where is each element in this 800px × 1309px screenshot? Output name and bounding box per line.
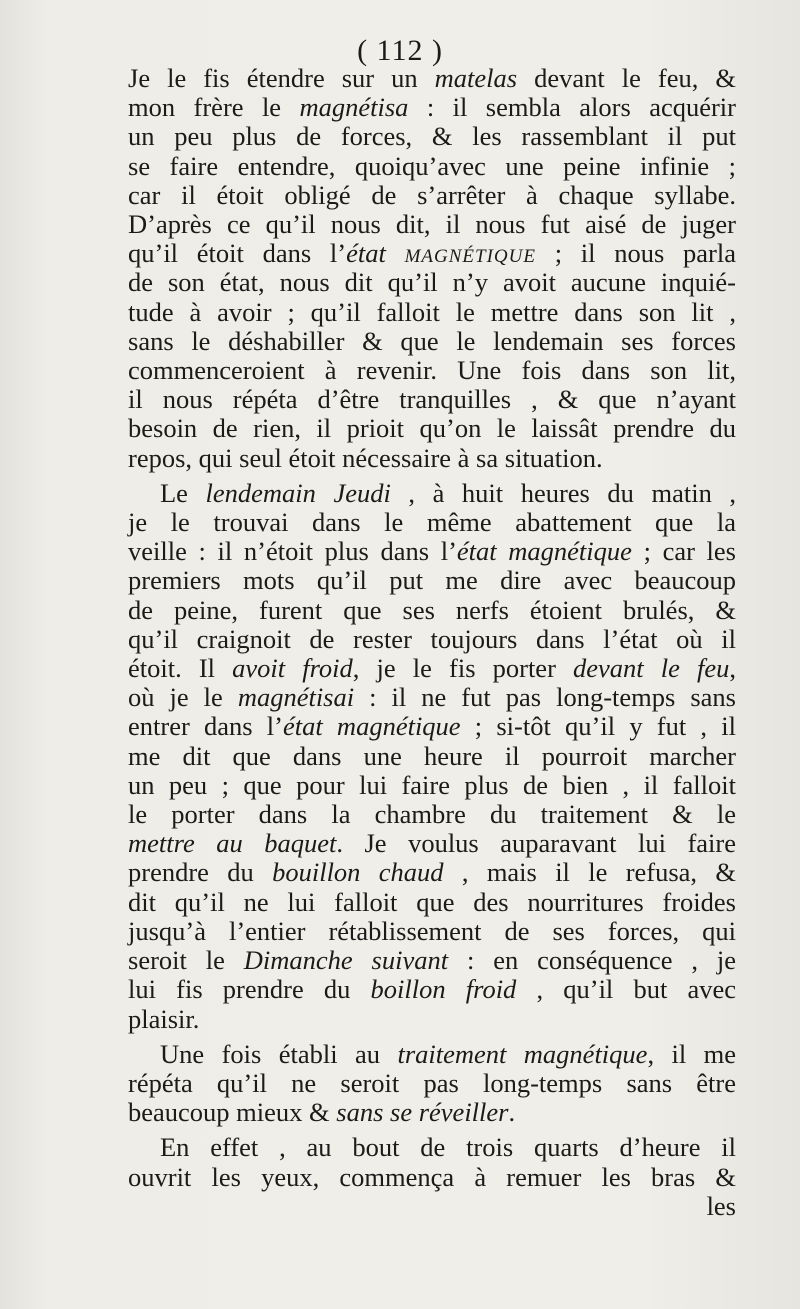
paragraph <box>128 479 736 1034</box>
text-line: prendre du bouillon chaud , mais il le refusa, & <box>128 857 736 888</box>
text-line: besoin de rien, il prioit qu’on le laissât prendre du <box>128 413 736 444</box>
text-line: le porter dans la chambre du traitement & le <box>128 799 736 830</box>
text-line: de peine, furent que ses nerfs étoient brulés, & <box>128 594 736 625</box>
paragraph <box>128 1133 736 1191</box>
text-line: En effet , au bout de trois quarts d’heure il <box>160 1132 736 1163</box>
text-line: seroit le Dimanche suivant : en conséquence , je <box>128 945 737 976</box>
text-line: il nous répéta d’être tranquilles , & que n’ayant <box>128 384 736 415</box>
text-line: lui fis prendre du boillon froid , qu’il but avec <box>128 974 736 1005</box>
text-line: mettre au baquet. Je voulus auparavant lui faire <box>128 828 737 859</box>
text-line: sans le déshabiller & que le lendemain ses forces <box>128 325 736 356</box>
paragraph <box>128 64 736 473</box>
text-line: un peu ; que pour lui faire plus de bien , il falloit <box>128 769 736 800</box>
text-line: premiers mots qu’il put me dire avec beaucoup <box>128 565 736 596</box>
text-line: qu’il étoit dans l’état magnétique ; il nous parla <box>128 238 736 269</box>
text-line: qu’il craignoit de rester toujours dans l’état où il <box>128 623 736 654</box>
text-line: veille : il n’étoit plus dans l’état magnétique ; car les <box>128 536 736 567</box>
paragraph <box>128 1040 736 1128</box>
text-line: où je le magnétisai : il ne fut pas long-temps sans <box>128 682 736 713</box>
text-line: tude à avoir ; qu’il falloit le mettre dans son lit , <box>128 296 736 327</box>
text-line: me dit que dans une heure il pourroit marcher <box>128 740 736 771</box>
text-line: Le lendemain Jeudi , à huit heures du matin , <box>160 477 737 508</box>
text-line: beaucoup mieux & sans se réveiller. <box>128 1097 516 1128</box>
text-line: ouvrit les yeux, commença à remuer les bras & <box>128 1161 736 1192</box>
text-line: jusqu’à l’entier rétablissement de ses forces, qui <box>128 915 736 946</box>
text-line: dit qu’il ne lui falloit que des nourritures froides <box>128 886 736 917</box>
text-line: Une fois établi au traitement magnétique, il me <box>160 1038 736 1069</box>
page-number: ( 112 ) <box>357 34 443 67</box>
text-body <box>128 64 736 1221</box>
text-line: un peu plus de forces, & les rassemblant il put <box>128 121 736 152</box>
text-line: de son état, nous dit qu’il n’y avoit aucune inquié- <box>128 267 736 298</box>
text-line: D’après ce qu’il nous dit, il nous fut aisé de juger <box>128 209 736 240</box>
text-line: entrer dans l’état magnétique ; si-tôt qu’il y fut , il <box>128 711 736 742</box>
text-line: se faire entendre, quoiqu’avec une peine infinie ; <box>128 150 736 181</box>
text-line: commenceroient à revenir. Une fois dans son lit, <box>128 355 736 386</box>
text-line: repos, qui seul étoit nécessaire à sa situation. <box>128 442 603 473</box>
text-line: étoit. Il avoit froid, je le fis porter devant le feu, <box>128 653 736 684</box>
text-line: je le trouvai dans le même abattement que la <box>128 507 736 538</box>
text-line: répéta qu’il ne seroit pas long-temps sans être <box>128 1067 736 1098</box>
text-line: plaisir. <box>128 1003 200 1034</box>
text-line: mon frère le magnétisa : il sembla alors acquérir <box>128 92 736 123</box>
text-line: car il étoit obligé de s’arrêter à chaque syllabe. <box>128 179 736 210</box>
catchword: les <box>706 1190 736 1221</box>
text-line: Je le fis étendre sur un matelas devant le feu, & <box>128 63 736 93</box>
